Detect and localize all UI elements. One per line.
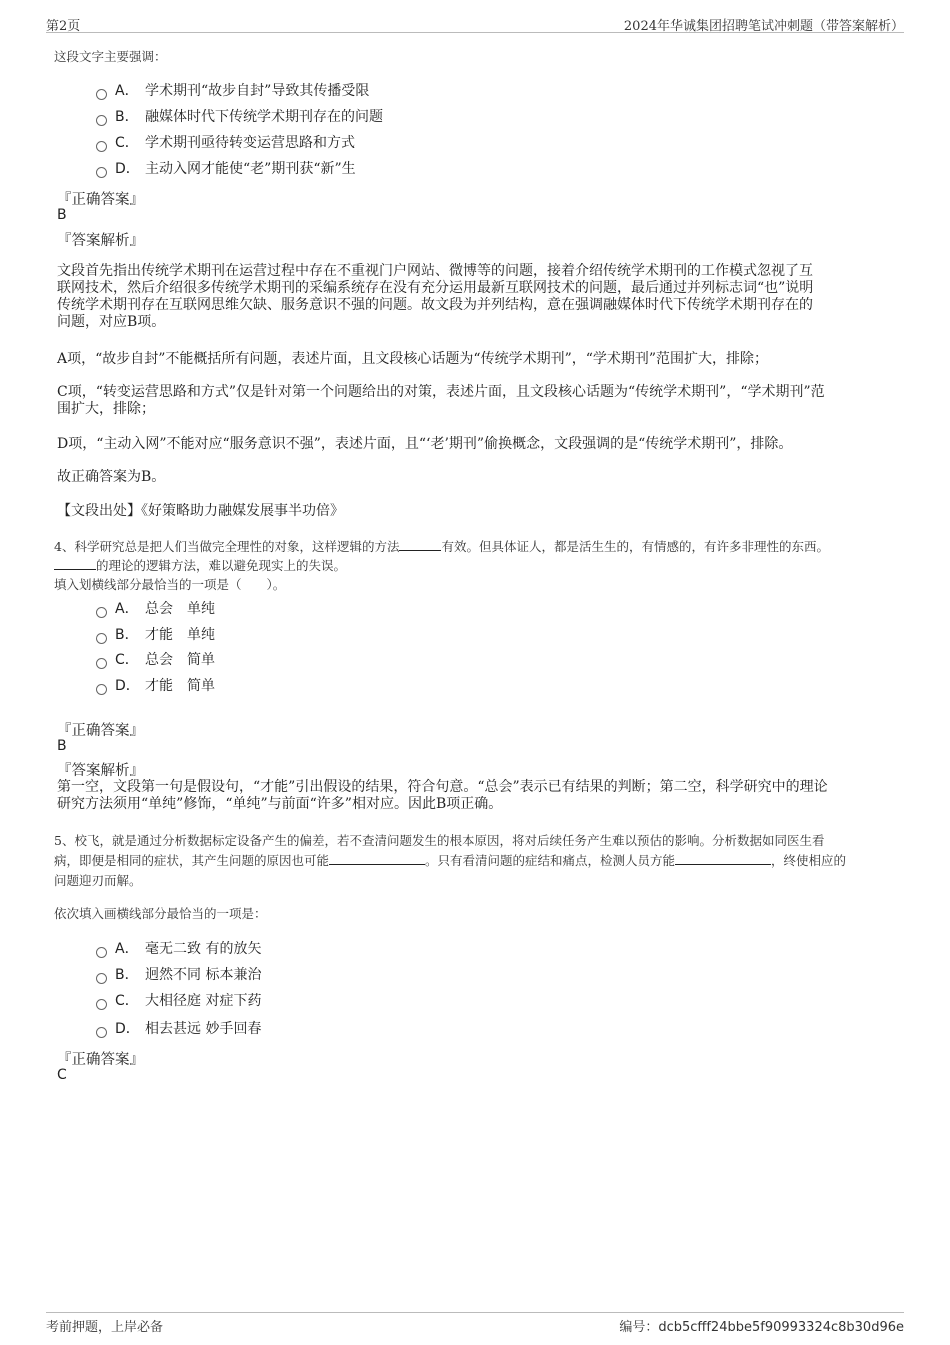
option-key: A． [115, 941, 139, 957]
footer-serial: 编号：dcb5cfff24bbe5f90993324c8b30d96e [619, 1320, 904, 1335]
option-text: 总会 单纯 [145, 601, 215, 617]
q3-option-c[interactable] [96, 133, 355, 153]
radio-icon[interactable] [96, 684, 107, 695]
q5-option-b[interactable] [96, 965, 261, 985]
option-key: B． [115, 109, 139, 125]
analysis-line: 联网技术，然后介绍很多传统学术期刊的采编系统存在没有充分运用最新互联网技术的问题，最后通过并列标志词“也”说明 [57, 280, 814, 296]
q5-option-d[interactable] [96, 1019, 261, 1039]
option-text: 才能 简单 [145, 678, 215, 694]
q5-line-2: 病，即便是相同的症状，其产生问题的原因也可能 。只有看清问题的症结和痛点，检测人员方能 ，终使相应的 [54, 853, 847, 868]
option-key: C． [115, 135, 139, 151]
analysis-line: 传统学术期刊存在互联网思维欠缺、服务意识不强的问题。故文段为并列结构，意在强调融媒体时代下传统学术期刊存在的 [57, 297, 813, 313]
q3-source: 【文段出处】《好策略助力融媒发展事半功倍》 [57, 503, 344, 519]
page-number: 第2页 [46, 19, 81, 34]
q4-answer: B [57, 738, 67, 754]
q5-line-1: 5、校飞，就是通过分析数据标定设备产生的偏差，若不查清问题发生的根本原因，将对后续任务产生难以预估的影响。分析数据如同医生看 [54, 833, 825, 848]
option-key: B． [115, 627, 139, 643]
option-key: B． [115, 967, 139, 983]
blank-line [329, 864, 425, 865]
q3-answer: B [57, 207, 67, 223]
q4-answer-heading: 『正确答案』 [57, 723, 144, 739]
option-text: 才能 单纯 [145, 627, 215, 643]
q3-conclusion: 故正确答案为B。 [57, 469, 166, 485]
option-text: 毫无二致 有的放矢 [145, 941, 262, 957]
option-key: A． [115, 83, 139, 99]
q5-answer-heading: 『正确答案』 [57, 1052, 144, 1068]
q5-stem [54, 831, 904, 891]
q3-option-a-explanation: A项，“故步自封”不能概括所有问题，表述片面，且文段核心话题为“传统学术期刊”，“学术期刊”范围扩大，排除； [57, 351, 769, 367]
q4-option-a[interactable] [96, 599, 215, 619]
q5-option-c[interactable] [96, 991, 261, 1011]
radio-icon[interactable] [96, 633, 107, 644]
explanation-line: 围扩大，排除； [57, 401, 155, 417]
q3-option-c-explanation [57, 384, 897, 418]
radio-icon[interactable] [96, 973, 107, 984]
analysis-line: 文段首先指出传统学术期刊在运营过程中存在不重视门户网站、微博等的问题，接着介绍传统学术期刊的工作模式忽视了互 [57, 263, 813, 279]
q3-option-a[interactable] [96, 81, 369, 101]
q4-line-2: 的理论的逻辑方法，难以避免现实上的失误。 [54, 556, 904, 575]
document-title: 2024年华诚集团招聘笔试冲刺题（带答案解析） [623, 19, 904, 34]
radio-icon[interactable] [96, 658, 107, 669]
q5-answer: C [57, 1067, 67, 1083]
page-header [46, 14, 904, 33]
q3-option-b[interactable] [96, 107, 383, 127]
q5-option-a[interactable] [96, 939, 261, 959]
radio-icon[interactable] [96, 1027, 107, 1038]
page-footer [46, 1312, 904, 1335]
q3-prompt: 这段文字主要强调： [54, 49, 167, 64]
q4-line-1: 4、科学研究总是把人们当做完全理性的对象，这样逻辑的方法 有效。但具体证人，都是活生生的，有情感的，有许多非理性的东西。 [54, 539, 829, 554]
q4-option-d[interactable] [96, 676, 215, 696]
radio-icon[interactable] [96, 607, 107, 618]
option-text: 总会 简单 [145, 652, 215, 668]
q4-option-b[interactable] [96, 625, 215, 645]
option-key: D． [115, 1021, 140, 1037]
option-key: C． [115, 652, 139, 668]
analysis-line: 问题，对应B项。 [57, 314, 166, 330]
radio-icon[interactable] [96, 167, 107, 178]
q3-analysis-heading: 『答案解析』 [57, 233, 144, 249]
q3-answer-heading: 『正确答案』 [57, 192, 144, 208]
explanation-line: C项，“转变运营思路和方式”仅是针对第一个问题给出的对策，表述片面，且文段核心话题为“传统学术期刊”，“学术期刊”范 [57, 384, 825, 400]
radio-icon[interactable] [96, 89, 107, 100]
q4-analysis [57, 779, 897, 813]
q4-analysis-heading: 『答案解析』 [57, 763, 144, 779]
analysis-line: 研究方法须用“单纯”修饰，“单纯”与前面“许多”相对应。因此B项正确。 [57, 796, 503, 812]
q3-option-d-explanation: D项，“主动入网”不能对应“服务意识不强”，表述片面，且“‘老’期刊”偷换概念，文段强调的是“传统学术期刊”，排除。 [57, 436, 793, 452]
option-text: 主动入网才能使“老”期刊获“新”生 [145, 161, 356, 177]
footer-slogan: 考前押题，上岸必备 [46, 1320, 164, 1335]
blank-line [399, 550, 441, 551]
q4-prompt: 填入划横线部分最恰当的一项是（ ）。 [54, 577, 286, 592]
q3-analysis [57, 263, 897, 331]
q4-stem [54, 537, 904, 594]
analysis-line: 第一空，文段第一句是假设句，“才能”引出假设的结果，符合句意。“总会”表示已有结果的判断；第二空，科学研究中的理论 [57, 779, 828, 795]
q4-option-c[interactable] [96, 650, 215, 670]
option-text: 学术期刊亟待转变运营思路和方式 [145, 135, 355, 151]
radio-icon[interactable] [96, 115, 107, 126]
option-key: D． [115, 161, 140, 177]
radio-icon[interactable] [96, 947, 107, 958]
serial-number: dcb5cfff24bbe5f90993324c8b30d96e [658, 1320, 904, 1335]
radio-icon[interactable] [96, 141, 107, 152]
option-key: D． [115, 678, 140, 694]
option-text: 大相径庭 对症下药 [145, 993, 262, 1009]
option-text: 相去甚远 妙手回春 [145, 1021, 262, 1037]
blank-line [54, 569, 96, 570]
option-text: 学术期刊“故步自封”导致其传播受限 [145, 83, 370, 99]
q5-prompt: 依次填入画横线部分最恰当的一项是： [54, 906, 267, 921]
option-text: 融媒体时代下传统学术期刊存在的问题 [145, 109, 383, 125]
option-key: A． [115, 601, 139, 617]
q5-line-3: 问题迎刃而解。 [54, 873, 142, 888]
blank-line [675, 864, 771, 865]
radio-icon[interactable] [96, 999, 107, 1010]
q3-option-d[interactable] [96, 159, 356, 179]
option-text: 迥然不同 标本兼治 [145, 967, 262, 983]
option-key: C． [115, 993, 139, 1009]
